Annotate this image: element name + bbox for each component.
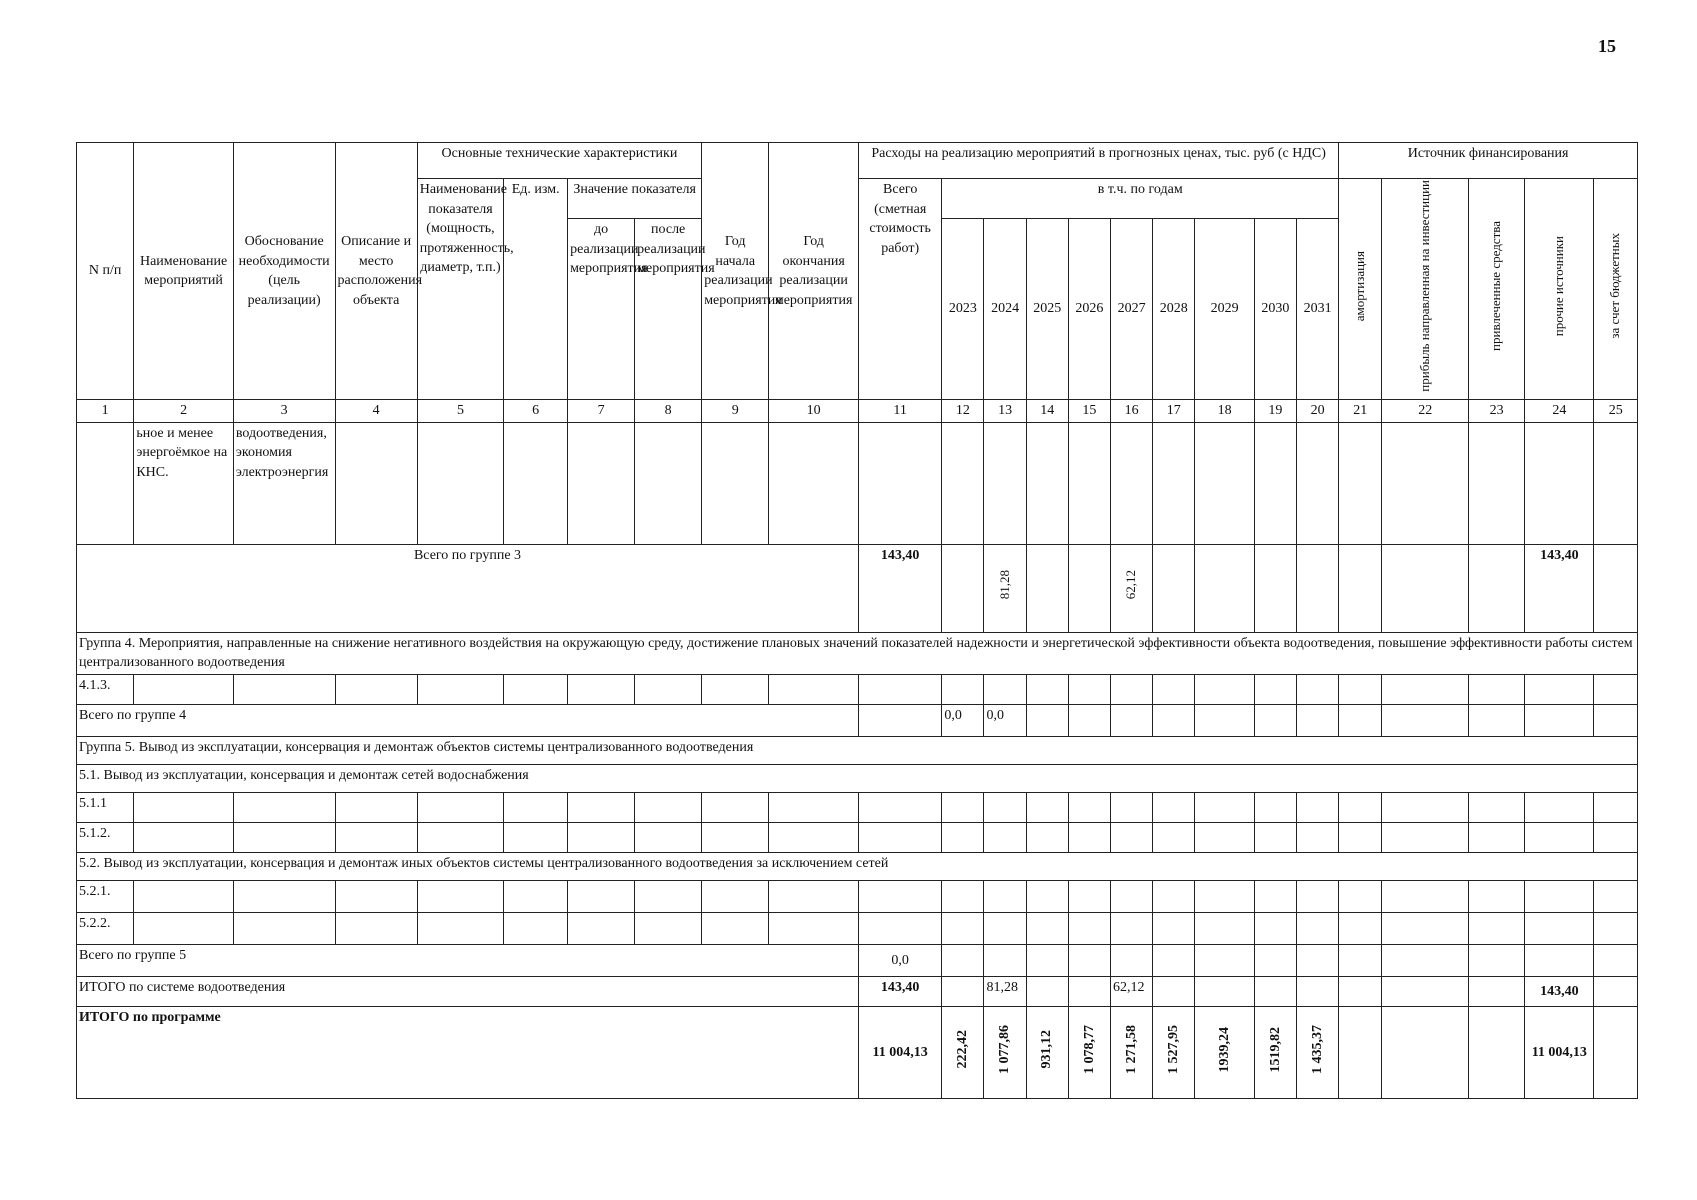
header-year-2024: 2024 [984,219,1026,400]
col-num: 10 [769,400,859,423]
header-n-pp: N п/п [77,143,134,400]
itogo-program-2027: 1 271,58 [1123,1024,1139,1074]
itogo-system-label: ИТОГО по системе водоотведения [77,977,859,1007]
header-source-profit: прибыль направленная на инвестиции [1382,179,1469,400]
header-year-2028: 2028 [1153,219,1195,400]
page-number: 15 [1598,36,1616,56]
itogo-program-2028-cell [1153,1007,1195,1099]
header-tech-group: Основные технические характеристики [417,143,701,179]
col-num: 15 [1068,400,1110,423]
itogo-program-2030: 1519,82 [1267,1026,1283,1073]
itogo-program-2026: 1 078,77 [1081,1024,1097,1074]
col-num: 24 [1525,400,1594,423]
group3-total-row [77,544,1638,632]
itogo-system-other: 143,40 [1525,977,1594,1007]
table-row [77,675,1638,705]
cont-row-name: ьное и менее энергоёмкое на КНС. [134,422,234,544]
table-row [77,881,1638,913]
col-num: 22 [1382,400,1469,423]
itogo-program-2025-cell [1026,1007,1068,1099]
col-num: 6 [504,400,568,423]
header-year-2025: 2025 [1026,219,1068,400]
col-num: 14 [1026,400,1068,423]
group4-title-row [77,632,1638,674]
group4-2023-value: 0,0 [942,705,984,737]
header-source-amortization: амортизация [1339,179,1382,400]
col-num: 5 [417,400,504,423]
group3-total-label: Всего по группе 3 [77,544,859,632]
itogo-program-2024: 1 077,86 [997,1024,1013,1074]
group5-total-value: 0,0 [859,945,942,977]
header-by-years: в т.ч. по годам [942,179,1339,219]
itogo-system-total: 143,40 [859,977,942,1007]
header-unit: Ед. изм. [504,179,568,400]
investment-program-table [76,142,1638,1099]
subgroup-5-2-title: 5.2. Вывод из эксплуатации, консервация и демонтаж иных объектов системы централизованного водоотведения за исключением сетей [77,853,1638,881]
col-num: 11 [859,400,942,423]
header-start-year: Год начала реализации мероприятия [702,143,769,400]
table-row [77,422,1638,544]
itogo-program-2029-cell [1195,1007,1254,1099]
subgroup-5-2-row [77,853,1638,881]
itogo-system-2027: 62,12 [1111,977,1153,1007]
subgroup-5-1-row [77,765,1638,793]
itogo-program-label: ИТОГО по программе [77,1007,859,1099]
itogo-program-row [77,1007,1638,1099]
col-num: 3 [233,400,335,423]
row-number: 4.1.3. [77,675,134,705]
header-total: Всего (сметная стоимость работ) [859,179,942,400]
itogo-program-2028: 1 527,95 [1165,1024,1181,1074]
col-num: 20 [1297,400,1339,423]
itogo-program-2029: 1939,24 [1216,1026,1232,1073]
header-year-2027: 2027 [1111,219,1153,400]
header-value-group: Значение показателя [568,179,702,219]
itogo-program-2027-cell [1111,1007,1153,1099]
group3-other-sources: 143,40 [1525,544,1594,632]
table-row [77,793,1638,823]
group4-2024-value: 0,0 [984,705,1026,737]
group5-title: Группа 5. Вывод из эксплуатации, консервация и демонтаж объектов системы централизованного водоотведения [77,737,1638,765]
table-row [77,913,1638,945]
group3-2027-cell [1111,544,1153,632]
itogo-program-2031: 1 435,37 [1309,1024,1325,1074]
header-end-year: Год окончания реализации мероприятия [769,143,859,400]
group5-title-row [77,737,1638,765]
header-year-2030: 2030 [1254,219,1296,400]
col-num: 7 [568,400,635,423]
itogo-program-2031-cell [1297,1007,1339,1099]
col-num: 8 [635,400,702,423]
header-name: Наименование мероприятий [134,143,234,400]
itogo-program-2026-cell [1068,1007,1110,1099]
group3-2027-value: 62,12 [1123,570,1139,600]
group5-total-row [77,945,1638,977]
subgroup-5-1-title: 5.1. Вывод из эксплуатации, консервация и демонтаж сетей водоснабжения [77,765,1638,793]
col-num: 21 [1339,400,1382,423]
itogo-program-2030-cell [1254,1007,1296,1099]
header-before: до реализации мероприятия [568,219,635,400]
col-num: 13 [984,400,1026,423]
header-source-other: прочие источники [1525,179,1594,400]
header-costs-group: Расходы на реализацию мероприятий в прогнозных ценах, тыс. руб (с НДС) [859,143,1339,179]
itogo-program-other: 11 004,13 [1525,1007,1594,1099]
col-num: 4 [335,400,417,423]
col-num: 12 [942,400,984,423]
col-num: 19 [1254,400,1296,423]
column-numbers-row [77,400,1638,423]
header-after: после реализации мероприятия [635,219,702,400]
header-justification: Обоснование необходимости (цель реализации) [233,143,335,400]
header-year-2029: 2029 [1195,219,1254,400]
header-indicator-name: Наименование показателя (мощность, протяженность, диаметр, т.п.) [417,179,504,400]
header-source-attracted: привлеченные средства [1468,179,1524,400]
group5-total-label: Всего по группе 5 [77,945,859,977]
itogo-system-row [77,977,1638,1007]
col-num: 2 [134,400,234,423]
header-finance-group: Источник финансирования [1339,143,1638,179]
group3-2024-value: 81,28 [996,570,1012,600]
group4-title: Группа 4. Мероприятия, направленные на снижение негативного воздействия на окружающую среду, достижение плановых значений показателей надежности и энергетической эффективности объекта водоотведения, повышение эффективности работы систем централизованного водоотведения [77,632,1638,674]
itogo-program-total: 11 004,13 [859,1007,942,1099]
table-row [77,823,1638,853]
itogo-program-2025: 931,12 [1039,1030,1055,1069]
header-year-2026: 2026 [1068,219,1110,400]
row-number: 5.2.2. [77,913,134,945]
itogo-program-2023: 222,42 [955,1030,971,1069]
itogo-program-2024-cell [984,1007,1026,1099]
col-num: 16 [1111,400,1153,423]
row-number: 5.1.1 [77,793,134,823]
col-num: 25 [1594,400,1638,423]
col-num: 23 [1468,400,1524,423]
group3-2024-cell [984,544,1026,632]
header-description: Описание и место расположения объекта [335,143,417,400]
col-num: 18 [1195,400,1254,423]
row-number: 5.2.1. [77,881,134,913]
col-num: 17 [1153,400,1195,423]
row-number: 5.1.2. [77,823,134,853]
itogo-program-2023-cell [942,1007,984,1099]
col-num: 9 [702,400,769,423]
itogo-system-2024: 81,28 [984,977,1026,1007]
group3-total-value: 143,40 [859,544,942,632]
header-year-2031: 2031 [1297,219,1339,400]
group4-total-row [77,705,1638,737]
group4-total-label: Всего по группе 4 [77,705,859,737]
cont-row-justification: водоотведения, экономия электроэнергия [233,422,335,544]
header-year-2023: 2023 [942,219,984,400]
header-source-budget: за счет бюджетных [1594,179,1638,400]
col-num: 1 [77,400,134,423]
